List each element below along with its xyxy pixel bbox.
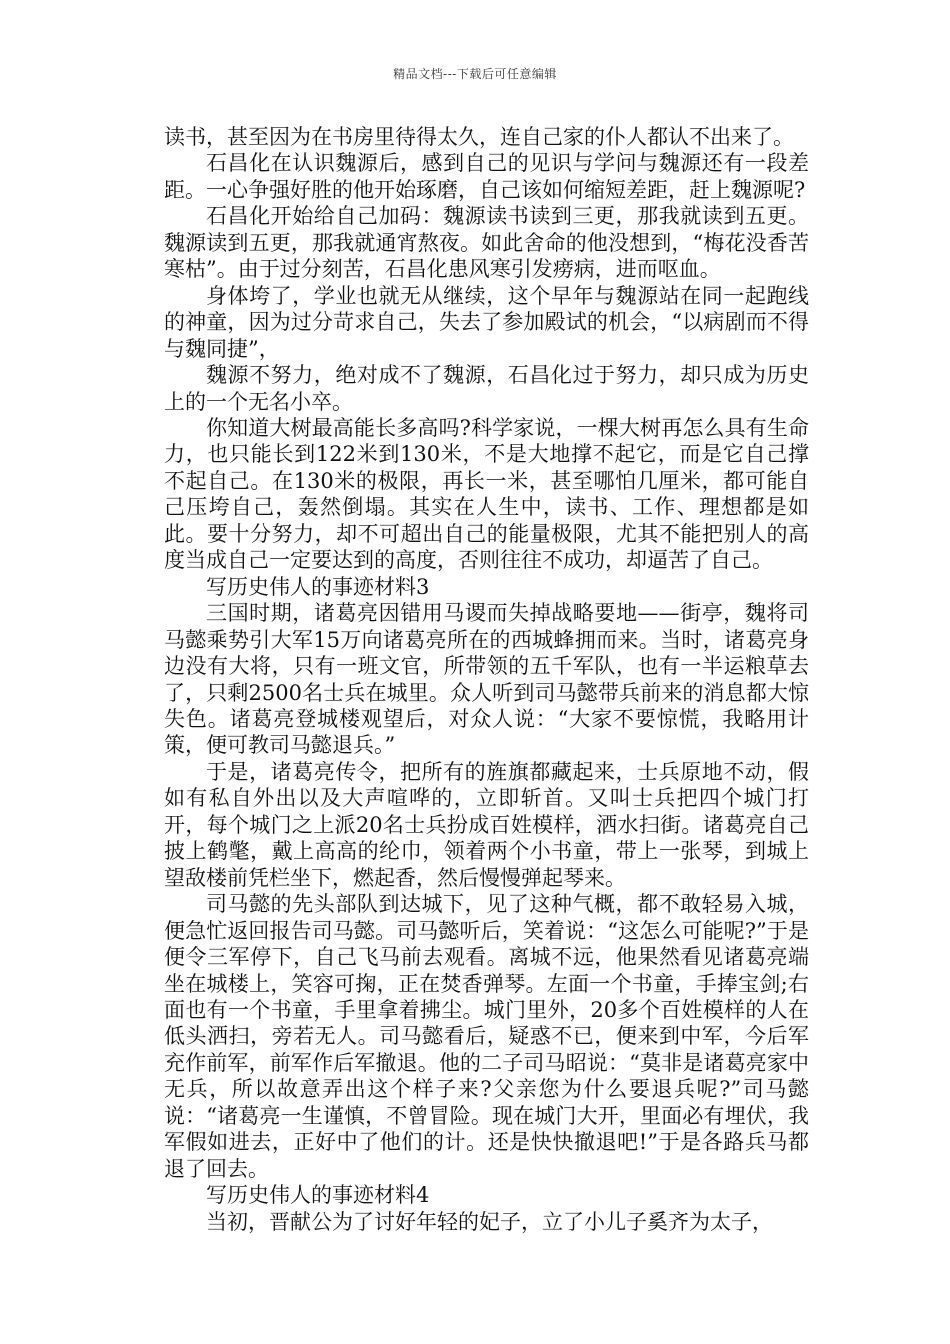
section-heading-4: 写历史伟人的事迹材料4 — [206, 1183, 430, 1208]
paragraph-9: 司马懿的先头部队到达城下，见了这种气概，都不敢轻易入城，便急忙返回报告司马懿。司马懿听后，笑着说：“这怎么可能呢?”于是便令三军停下，自己飞马前去观看。离城不远，他果然看见诸葛亮端坐在城楼上，笑容可掬，正在焚香弹琴。左面一个书童，手捧宝剑;右面也有一个书童，手里拿着拂尘。城门里外，20多个百姓模样的人在低头洒扫，旁若无人。司马懿看后，疑惑不已，便来到中军，今后军充作前军，前军作后军撤退。他的二子司马昭说：“莫非是诸葛亮家中无兵，所以故意弄出这个样子来?父亲您为什么要退兵呢?”司马懿说：“诸葛亮一生谨慎，不曾冒险。现在城门大开，里面必有埋伏，我军假如进去，正好中了他们的计。还是快快撤退吧!”于是各路兵马都退了回去。 — [164, 892, 809, 1181]
paragraph-5: 魏源不努力，绝对成不了魏源，石昌化过于努力，却只成为历史上的一个无名小卒。 — [164, 363, 809, 414]
paragraph-8: 于是，诸葛亮传令，把所有的旌旗都藏起来，士兵原地不动，假如有私自外出以及大声喧哗的，立即斩首。又叫士兵把四个城门打开，每个城门之上派20名士兵扮成百姓模样，洒水扫街。诸葛亮自己披上鹤氅，戴上高高的纶巾，领着两个小书童，带上一张琴，到城上望敌楼前凭栏坐下，燃起香，然后慢慢弹起琴来。 — [164, 759, 809, 890]
paragraph-10: 当初，晋献公为了讨好年轻的妃子，立了小儿子奚齐为太子， — [206, 1209, 773, 1234]
section-heading-3: 写历史伟人的事迹材料3 — [206, 574, 430, 599]
page-header: 精品文档---下载后可任意编辑 — [393, 67, 557, 81]
paragraph-4: 身体垮了，学业也就无从继续，这个早年与魏源站在同一起跑线的神童，因为过分苛求自己，失去了参加殿试的机会，“以病剧而不得与魏同捷”， — [164, 283, 809, 361]
paragraph-2: 石昌化在认识魏源后，感到自己的见识与学问与魏源还有一段差距。一心争强好胜的他开始琢磨，自己该如何缩短差距，赶上魏源呢? — [164, 151, 809, 202]
paragraph-6: 你知道大树最高能长多高吗?科学家说，一棵大树再怎么具有生命力，也只能长到122米到130米，不是大地撑不起它，而是它自己撑不起自己。在130米的极限，再长一米，甚至哪怕几厘米，都可能自己压垮自己，轰然倒塌。其实在人生中，读书、工作、理想都是如此。要十分努力，却不可超出自己的能量极限，尤其不能把别人的高度当成自己一定要达到的高度，否则往往不成功，却逼苦了自己。 — [164, 415, 809, 573]
paragraph-3: 石昌化开始给自己加码：魏源读书读到三更，那我就读到五更。魏源读到五更，那我就通宵熬夜。如此舍命的他没想到，“梅花没香苦寒枯”。由于过分刻苦，石昌化患风寒引发痨病，进而呕血。 — [164, 204, 809, 282]
document-body — [164, 124, 809, 1235]
paragraph-7: 三国时期，诸葛亮因错用马谡而失掉战略要地——街亭，魏将司马懿乘势引大军15万向诸葛亮所在的西城蜂拥而来。当时，诸葛亮身边没有大将，只有一班文官，所带领的五千军队，也有一半运粮草去了，只剩2500名士兵在城里。众人听到司马懿带兵前来的消息都大惊失色。诸葛亮登城楼观望后，对众人说：“大家不要惊慌，我略用计策，便可教司马懿退兵。” — [164, 601, 809, 758]
paragraph-1: 读书，甚至因为在书房里待得太久，连自己家的仆人都认不出来了。 — [164, 125, 794, 149]
